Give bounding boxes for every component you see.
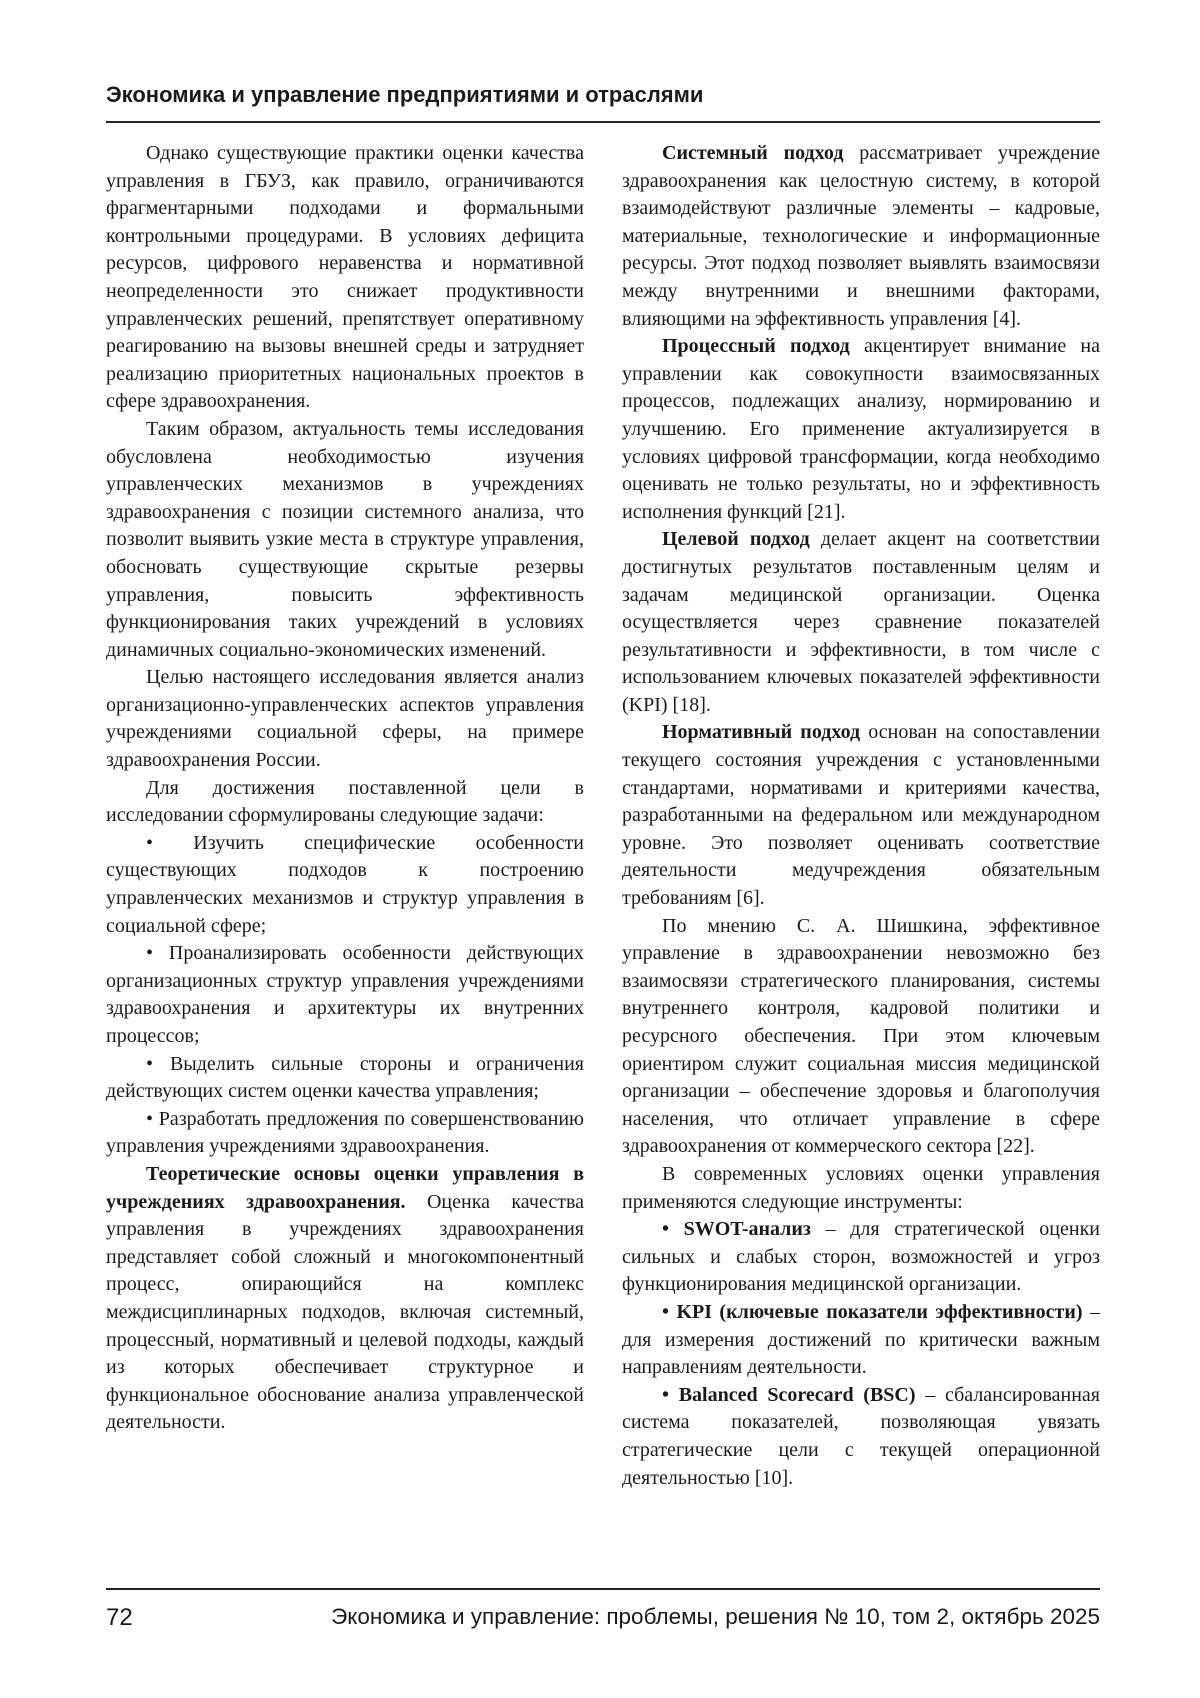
section-heading: Теоретические основы оценки управления в учреждениях здравоохранения. — [106, 1163, 584, 1213]
term: Целевой подход — [662, 528, 810, 550]
left-column — [106, 140, 584, 1437]
right-column — [622, 140, 1100, 1492]
task-list-item: • Проанализировать особенности действующих организационных структур управления учреждениями здравоохранения и архитектуры их внутренних процессов; — [106, 940, 584, 1050]
term: Нормативный подход — [662, 721, 860, 743]
journal-info: Экономика и управление: проблемы, решения № 10, том 2, октябрь 2025 — [331, 1604, 1100, 1630]
term: • SWOT-анализ — [662, 1218, 811, 1240]
paragraph-process — [622, 333, 1100, 526]
paragraph-text: делает акцент на соответствии достигнутых результатов поставленным целям и задачам медицинской организации. Оценка осуществляется через сравнение показателей результативности и эффективности, в том числе с использованием ключевых показателей эффективности (KPI) [18]. — [622, 528, 1100, 716]
paragraph-text: основан на сопоставлении текущего состояния учреждения с установленными стандартами, нормативами и критериями качества, разработанными на федеральном или международном уровне. Это позволяет оценивать соответствие деятельности медучреждения обязательным требованиям [6]. — [622, 721, 1100, 909]
paragraph-text: – сбалансированная система показателей, позволяющая увязать стратегические цели с текущей операционной деятельностью [10]. — [622, 1384, 1100, 1489]
task-list-item: • Выделить сильные стороны и ограничения действующих систем оценки качества управления; — [106, 1051, 584, 1106]
paragraph-text: Оценка качества управления в учреждениях здравоохранения представляет собой сложный и многокомпонентный процесс, опирающийся на комплекс междисциплинарных подходов, включая системный, процессный, нормативный и целевой подходы, каждый из которых обеспечивает структурное и функциональное обоснование анализа управленческой деятельности. — [106, 1191, 584, 1434]
running-head: Экономика и управление предприятиями и отраслями — [106, 82, 1100, 108]
paragraph: Для достижения поставленной цели в исследовании сформулированы следующие задачи: — [106, 775, 584, 830]
task-list-item: • Разработать предложения по совершенствованию управления учреждениями здравоохранения. — [106, 1106, 584, 1161]
paragraph-text: – для измерения достижений по критически важным направлениям деятельности. — [622, 1301, 1100, 1378]
page — [0, 0, 1200, 1698]
tool-item-kpi — [622, 1299, 1100, 1382]
paragraph: Однако существующие практики оценки качества управления в ГБУЗ, как правило, ограничиваются фрагментарными подходами и формальными контрольными процедурами. В условиях дефицита ресурсов, цифрового неравенства и нормативной неопределенности это снижает продуктивности управленческих решений, препятствует оперативному реагированию на вызовы внешней среды и затрудняет реализацию приоритетных национальных проектов в сфере здравоохранения. — [106, 140, 584, 416]
task-list-item: • Изучить специфические особенности существующих подходов к построению управленческих механизмов и структур управления в социальной сфере; — [106, 830, 584, 940]
term: Процессный подход — [662, 335, 850, 357]
paragraph-text: рассматривает учреждение здравоохранения как целостную систему, в которой взаимодействуют различные элементы – кадровые, материальные, технологические и информационные ресурсы. Этот подход позволяет выявлять взаимосвязи между внутренними и внешними факторами, влияющими на эффективность управления [4]. — [622, 142, 1100, 330]
term: • Balanced Scorecard (BSC) — [662, 1384, 916, 1406]
paragraph-text: акцентирует внимание на управлении как совокупности взаимосвязанных процессов, подлежащих анализу, нормированию и улучшению. Его применение актуализируется в условиях цифровой трансформации, когда необходимо оценивать не только результаты, но и эффективность исполнения функций [21]. — [622, 335, 1100, 523]
footer-rule — [106, 1588, 1100, 1590]
paragraph-text: – для стратегической оценки сильных и слабых сторон, возможностей и угроз функционирования медицинской организации. — [622, 1218, 1100, 1295]
page-number: 72 — [106, 1604, 133, 1632]
tool-item-swot — [622, 1216, 1100, 1299]
paragraph: Целью настоящего исследования является анализ организационно-управленческих аспектов управления учреждениями социальной сферы, на примере здравоохранения России. — [106, 664, 584, 774]
paragraph-normative — [622, 719, 1100, 912]
header-rule — [106, 121, 1100, 123]
paragraph-target — [622, 526, 1100, 719]
term: Системный подход — [662, 142, 843, 164]
paragraph: В современных условиях оценки управления применяются следующие инструменты: — [622, 1161, 1100, 1216]
paragraph: По мнению С. А. Шишкина, эффективное управление в здравоохранении невозможно без взаимосвязи стратегического планирования, системы внутреннего контроля, кадровой политики и ресурсного обеспечения. При этом ключевым ориентиром служит социальная миссия медицинской организации – обеспечение здоровья и благополучия населения, что отличает управление в сфере здравоохранения от коммерческого сектора [22]. — [622, 913, 1100, 1161]
paragraph: Таким образом, актуальность темы исследования обусловлена необходимостью изучения управленческих механизмов в учреждениях здравоохранения с позиции системного анализа, что позволит выявить узкие места в структуре управления, обосновать существующие скрытые резервы управления, повысить эффективность функционирования таких учреждений в условиях динамичных социально-экономических изменений. — [106, 416, 584, 664]
paragraph-theory — [106, 1161, 584, 1437]
term: • KPI (ключевые показатели эффективности) — [662, 1301, 1083, 1323]
tool-item-bsc — [622, 1382, 1100, 1492]
paragraph-system — [622, 140, 1100, 333]
